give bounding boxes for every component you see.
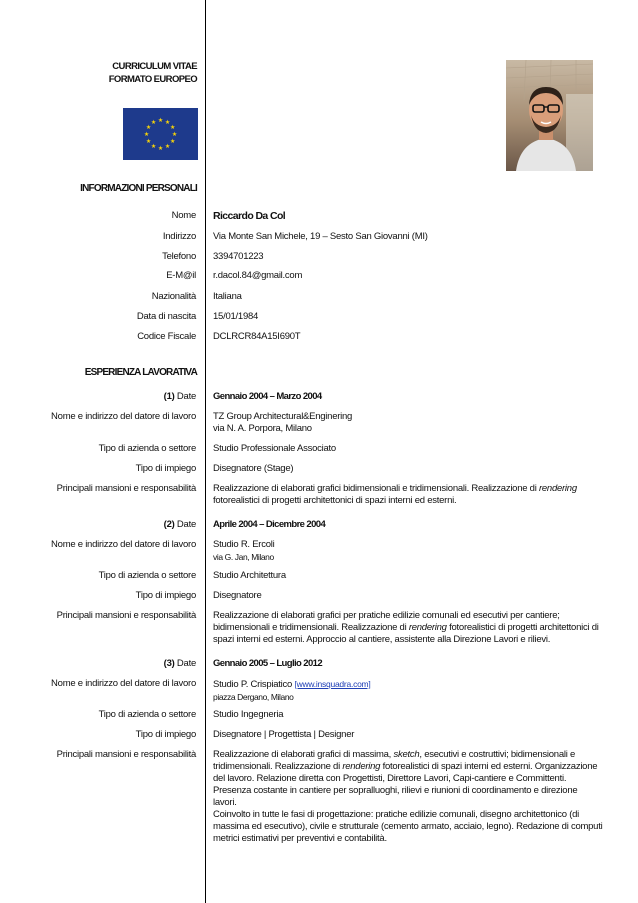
job-date-label: (2) Date (163, 519, 196, 530)
employer-website-link[interactable]: [www.insquadra.com] (294, 679, 371, 689)
job-label: Principali mansioni e responsabilità (56, 483, 196, 494)
svg-text:★: ★ (171, 131, 178, 138)
svg-text:★: ★ (157, 145, 164, 152)
job-duties: Realizzazione di elaborati grafici bidimensionali e tridimensionali. Realizzazione di rendering fotorealistici di progetti architettonici di spazi interni ed esterni. (213, 483, 577, 506)
personal-value: 15/01/1984 (213, 311, 259, 322)
svg-text:★: ★ (150, 118, 157, 126)
column-divider (205, 0, 206, 903)
job-label: Principali mansioni e responsabilità (56, 749, 196, 760)
job-sector: Studio Architettura (213, 570, 286, 581)
job-duties: Realizzazione di elaborati grafici di massima, sketch, esecutivi e costruttivi; bidimensionali e tridimensionali. Realizzazione di rendering fotorealistici di spazi interni ed esterni. Organizzazione del lavoro. Relazione diretta con Progettisti, Direttore Lavori, Capi-cantiere e Committenti. Presenza costante in cantiere per sopralluoghi, rilievi e riunioni di coordinamento e direzione lavori. Coinvolto in tutte le fasi di progettazione: pratiche edilizie comunali, disegno architettonico (di massima ed esecutivo), civile e strutturale (cemento armato, acciaio, legno). Redazione di computi metrici estimativi per preventivi e contabilità. (213, 749, 603, 844)
personal-label: Data di nascita (136, 311, 196, 322)
personal-value: r.dacol.84@gmail.com (213, 270, 303, 281)
svg-text:★: ★ (170, 138, 176, 145)
job-role: Disegnatore (213, 590, 262, 601)
job-role: Disegnatore (Stage) (213, 463, 294, 474)
job-label: Tipo di impiego (135, 463, 196, 474)
job-employer: TZ Group Architectural&Enginering via N. A. Porpora, Milano (213, 411, 353, 434)
job-duties: Realizzazione di elaborati grafici per pratiche edilizie comunali ed esecutivi per cantiere; bidimensionali e tridimensionali. Realizzazione di rendering fotorealistici di progetti architettonici di spazi interni ed esterni. Approccio al cantiere, assistente alla Direzione Lavori e rilievi. (213, 610, 599, 645)
job-label: Nome e indirizzo del datore di lavoro (51, 678, 196, 689)
personal-label: Telefono (162, 251, 196, 262)
profile-photo (506, 60, 593, 171)
job-employer: Studio R. Ercoli via G. Jan, Milano (213, 539, 275, 562)
job-label: Nome e indirizzo del datore di lavoro (51, 411, 196, 422)
svg-text:★: ★ (145, 138, 151, 145)
personal-value: Italiana (213, 291, 242, 302)
svg-text:★: ★ (170, 124, 176, 131)
personal-label: Codice Fiscale (137, 331, 196, 342)
job-label: Tipo di impiego (135, 729, 196, 740)
svg-text:★: ★ (150, 143, 157, 151)
personal-label: Nome (171, 210, 196, 221)
personal-label: Indirizzo (162, 231, 196, 242)
job-label: Tipo di impiego (135, 590, 196, 601)
svg-text:★: ★ (164, 118, 171, 126)
job-sector: Studio Ingegneria (213, 709, 284, 720)
person-name: Riccardo Da Col (213, 210, 286, 222)
svg-text:★: ★ (145, 124, 151, 131)
job-date: Gennaio 2004 – Marzo 2004 (213, 391, 322, 402)
personal-value: DCLRCR84A15I690T (213, 331, 301, 342)
job-employer: Studio P. Crispiatico [www.insquadra.com] piazza Dergano, Milano (213, 679, 371, 702)
personal-label: Nazionalità (151, 291, 196, 302)
job-date: Aprile 2004 – Dicembre 2004 (213, 519, 326, 530)
job-date-label: (3) Date (163, 658, 196, 669)
job-label: Tipo di azienda o settore (98, 709, 196, 720)
section-heading-personal: INFORMAZIONI PERSONALI (80, 183, 197, 194)
job-date: Gennaio 2005 – Luglio 2012 (213, 658, 323, 669)
cv-title-line1: CURRICULUM VITAE (112, 61, 197, 72)
cv-title-line2: FORMATO EUROPEO (108, 74, 197, 85)
svg-text:★: ★ (143, 131, 150, 138)
cv-title (40, 60, 197, 86)
job-label: Nome e indirizzo del datore di lavoro (51, 539, 196, 550)
svg-text:★: ★ (157, 117, 164, 124)
eu-flag-icon (123, 108, 198, 160)
job-label: Tipo di azienda o settore (98, 570, 196, 581)
section-heading-experience: ESPERIENZA LAVORATIVA (84, 367, 197, 378)
personal-value: Via Monte San Michele, 19 – Sesto San Giovanni (MI) (213, 231, 428, 242)
svg-text:★: ★ (164, 143, 171, 151)
job-sector: Studio Professionale Associato (213, 443, 336, 454)
job-role: Disegnatore | Progettista | Designer (213, 729, 355, 740)
personal-label: E-M@il (166, 270, 196, 281)
job-label: Principali mansioni e responsabilità (56, 610, 196, 621)
personal-value: 3394701223 (213, 251, 264, 262)
job-label: Tipo di azienda o settore (98, 443, 196, 454)
job-date-label: (1) Date (163, 391, 196, 402)
